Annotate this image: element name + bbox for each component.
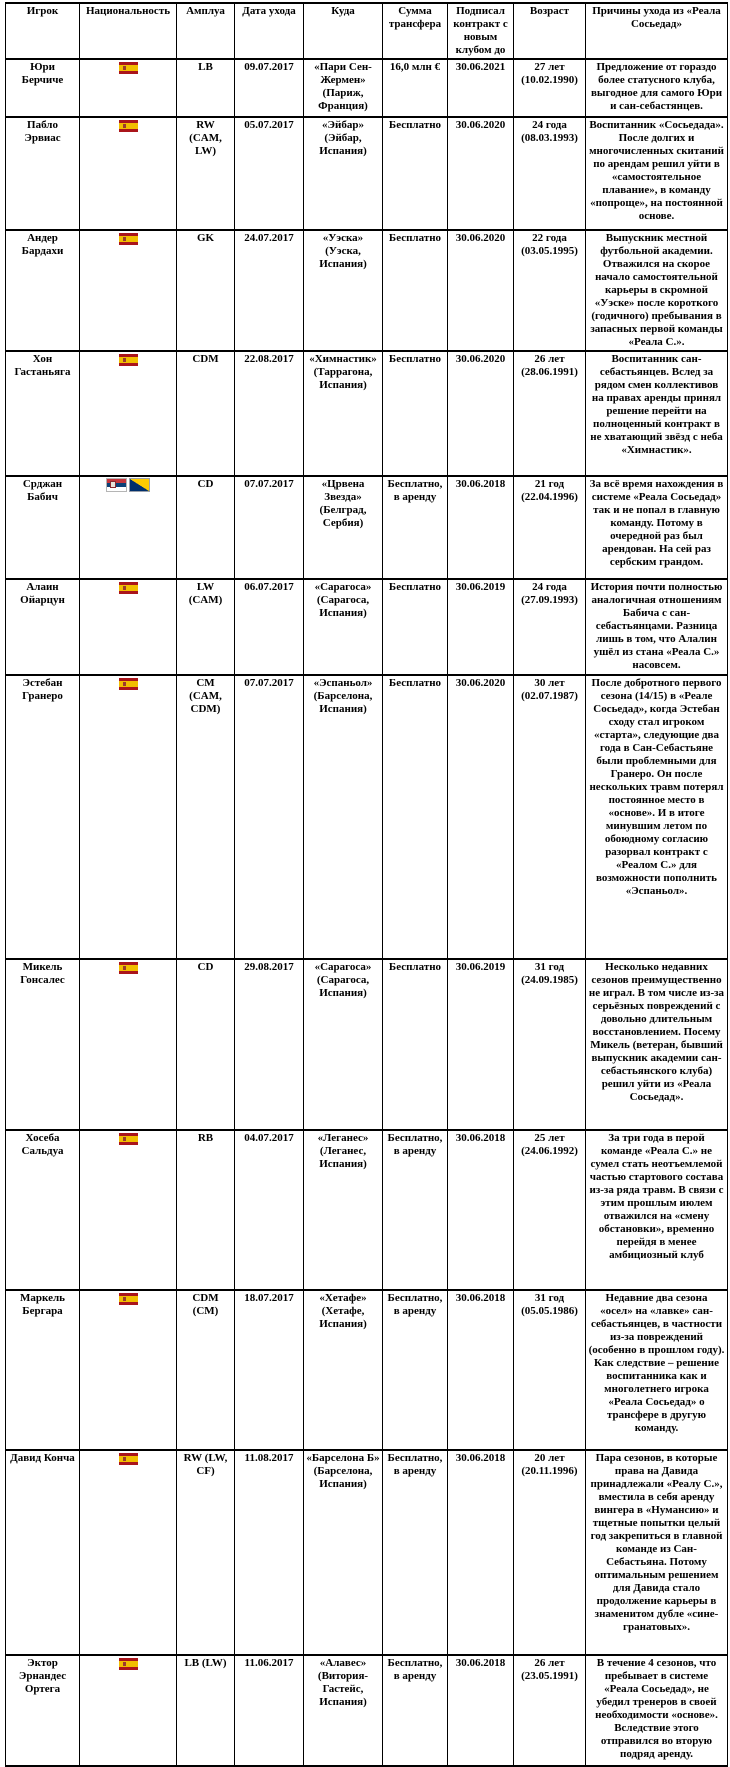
cell-age: 27 лет (10.02.1990)	[514, 59, 586, 117]
flag-spain-icon	[119, 962, 138, 974]
cell-nationality	[80, 579, 177, 675]
cell-nationality	[80, 675, 177, 959]
cell-contract-until: 30.06.2020	[448, 675, 514, 959]
table-row	[6, 351, 728, 476]
cell-nationality	[80, 1130, 177, 1290]
cell-departure-date: 11.08.2017	[235, 1450, 304, 1655]
column-header-reason: Причины ухода из «Реала Сосьедад»	[586, 3, 728, 59]
cell-contract-until: 30.06.2019	[448, 579, 514, 675]
cell-destination: «Сарагоса» (Сарагоса, Испания)	[304, 579, 383, 675]
cell-departure-date: 05.07.2017	[235, 117, 304, 230]
cell-contract-until: 30.06.2020	[448, 230, 514, 351]
flag-spain-icon	[119, 1658, 138, 1670]
cell-transfer-fee: Бесплатно	[383, 117, 448, 230]
table-row	[6, 579, 728, 675]
cell-reason: В течение 4 сезонов, что пребывает в системе «Реала Сосьедад», не убедил тренеров в своей необходимости «основе». Вследствие этого отправился во вторую подряд аренду.	[586, 1655, 728, 1766]
column-header-transfer-fee: Сумма трансфера	[383, 3, 448, 59]
column-header-player: Игрок	[6, 3, 80, 59]
cell-player: Юри Берчиче	[6, 59, 80, 117]
cell-destination: «Сарагоса» (Сарагоса, Испания)	[304, 959, 383, 1130]
cell-player: Срджан Бабич	[6, 476, 80, 579]
flag-serbia-icon	[107, 479, 126, 491]
cell-position: RW (LW, CF)	[177, 1450, 235, 1655]
cell-transfer-fee: Бесплатно, в аренду	[383, 476, 448, 579]
cell-departure-date: 29.08.2017	[235, 959, 304, 1130]
column-header-age: Возраст	[514, 3, 586, 59]
cell-transfer-fee: Бесплатно	[383, 675, 448, 959]
cell-age: 24 года (08.03.1993)	[514, 117, 586, 230]
table-row	[6, 1130, 728, 1290]
cell-position: GK	[177, 230, 235, 351]
cell-age: 26 лет (28.06.1991)	[514, 351, 586, 476]
cell-player: Андер Бардахи	[6, 230, 80, 351]
cell-age: 24 года (27.09.1993)	[514, 579, 586, 675]
flag-spain-icon	[119, 354, 138, 366]
cell-position: LW (CAM)	[177, 579, 235, 675]
table-row	[6, 1450, 728, 1655]
flag-spain-icon	[119, 678, 138, 690]
table-row	[6, 959, 728, 1130]
cell-position: RB	[177, 1130, 235, 1290]
table-body	[6, 59, 728, 1766]
cell-departure-date: 07.07.2017	[235, 476, 304, 579]
cell-position: CD	[177, 476, 235, 579]
cell-transfer-fee: Бесплатно, в аренду	[383, 1450, 448, 1655]
cell-contract-until: 30.06.2018	[448, 1130, 514, 1290]
cell-player: Хон Гастаньяга	[6, 351, 80, 476]
cell-position: CD	[177, 959, 235, 1130]
cell-position: CM (CAM, CDM)	[177, 675, 235, 959]
cell-position: RW (CAM, LW)	[177, 117, 235, 230]
cell-age: 26 лет (23.05.1991)	[514, 1655, 586, 1766]
cell-transfer-fee: 16,0 млн €	[383, 59, 448, 117]
table-row	[6, 117, 728, 230]
cell-destination: «Леганес» (Леганес, Испания)	[304, 1130, 383, 1290]
flag-spain-icon	[119, 1293, 138, 1305]
cell-transfer-fee: Бесплатно	[383, 230, 448, 351]
flag-spain-icon	[119, 1133, 138, 1145]
cell-reason: Несколько недавних сезонов преимущественно не играл. В том числе из-за серьёзных повреждений с довольно длительным восстановлением. Посему Микель (ветеран, бывший выпускник академии сан-себастьянского клуба) решил уйти из «Реала Сосьедад».	[586, 959, 728, 1130]
cell-nationality	[80, 351, 177, 476]
cell-player: Давид Конча	[6, 1450, 80, 1655]
cell-departure-date: 07.07.2017	[235, 675, 304, 959]
cell-destination: «Эспаньол» (Барселона, Испания)	[304, 675, 383, 959]
cell-departure-date: 18.07.2017	[235, 1290, 304, 1450]
cell-departure-date: 09.07.2017	[235, 59, 304, 117]
table-row	[6, 476, 728, 579]
cell-destination: «Эйбар» (Эйбар, Испания)	[304, 117, 383, 230]
cell-transfer-fee: Бесплатно, в аренду	[383, 1130, 448, 1290]
cell-nationality	[80, 59, 177, 117]
cell-reason: После добротного первого сезона (14/15) в «Реале Сосьедад», когда Эстебан сходу стал игроком «старта», следующие два года в Сан-Себастьяне были проблемными для Гранеро. Он после нескольких травм потерял постоянное место в «основе». И в итоге минувшим летом по обоюдному согласию разорвал контракт с «Реалом С.» для возможности пополнить «Эспаньол».	[586, 675, 728, 959]
cell-nationality	[80, 230, 177, 351]
table-row	[6, 675, 728, 959]
cell-destination: «Барселона Б» (Барселона, Испания)	[304, 1450, 383, 1655]
cell-age: 30 лет (02.07.1987)	[514, 675, 586, 959]
cell-nationality	[80, 117, 177, 230]
cell-contract-until: 30.06.2021	[448, 59, 514, 117]
flag-bosnia-icon	[130, 479, 149, 491]
column-header-departure-date: Дата ухода	[235, 3, 304, 59]
cell-departure-date: 06.07.2017	[235, 579, 304, 675]
cell-age: 22 года (03.05.1995)	[514, 230, 586, 351]
cell-age: 20 лет (20.11.1996)	[514, 1450, 586, 1655]
cell-player: Пабло Эрвиас	[6, 117, 80, 230]
cell-departure-date: 04.07.2017	[235, 1130, 304, 1290]
cell-destination: «Црвена Звезда» (Белград, Сербия)	[304, 476, 383, 579]
table-row	[6, 1290, 728, 1450]
cell-destination: «Химнастик» (Таррагона, Испания)	[304, 351, 383, 476]
table-row	[6, 230, 728, 351]
cell-nationality	[80, 1290, 177, 1450]
cell-player: Эктор Эрнандес Ортега	[6, 1655, 80, 1766]
cell-contract-until: 30.06.2018	[448, 1290, 514, 1450]
cell-contract-until: 30.06.2018	[448, 1655, 514, 1766]
cell-contract-until: 30.06.2020	[448, 351, 514, 476]
cell-departure-date: 11.06.2017	[235, 1655, 304, 1766]
cell-transfer-fee: Бесплатно, в аренду	[383, 1655, 448, 1766]
column-header-position: Амплуа	[177, 3, 235, 59]
cell-age: 31 год (24.09.1985)	[514, 959, 586, 1130]
cell-reason: Предложение от гораздо более статусного клуба, выгодное для самого Юри и сан-себастянцев.	[586, 59, 728, 117]
flag-spain-icon	[119, 1453, 138, 1465]
cell-reason: Недавние два сезона «осел» на «лавке» сан-себастьянцев, в частности из-за повреждений (особенно в прошлом году). Как следствие – решение воспитанника как и многолетнего игрока «Реала Сосьедад» о трансфере в другую команду.	[586, 1290, 728, 1450]
cell-nationality	[80, 959, 177, 1130]
column-header-contract-until: Подписал контракт с новым клубом до	[448, 3, 514, 59]
cell-reason: Пара сезонов, в которые права на Давида принадлежали «Реалу С.», вместила в себя аренду вингера в «Нумансию» и тщетные попытки целый год закрепиться в главной команде из Сан-Себастьяна. Потому оптимальным решением для Давида стало продолжение карьеры в знаменитом дубле «сине-гранатовых».	[586, 1450, 728, 1655]
cell-position: LB (LW)	[177, 1655, 235, 1766]
cell-transfer-fee: Бесплатно	[383, 351, 448, 476]
transfers-table	[5, 2, 728, 1767]
cell-destination: «Хетафе» (Хетафе, Испания)	[304, 1290, 383, 1450]
cell-destination: «Алавес» (Витория-Гастейс, Испания)	[304, 1655, 383, 1766]
cell-reason: За три года в перой команде «Реала С.» не сумел стать неотъемлемой частью стартового состава из-за ряда травм. В связи с этим прошлым июлем отважился на «смену обстановки», временно перейдя в менее амбициозный клуб	[586, 1130, 728, 1290]
cell-position: LB	[177, 59, 235, 117]
column-header-nationality: Национальность	[80, 3, 177, 59]
cell-nationality	[80, 1450, 177, 1655]
cell-reason: Воспитанник «Сосьедада». После долгих и многочисленных скитаний по арендам решил уйти в «самостоятельное плавание», в команду «попроще», на постоянной основе.	[586, 117, 728, 230]
cell-contract-until: 30.06.2019	[448, 959, 514, 1130]
cell-departure-date: 22.08.2017	[235, 351, 304, 476]
cell-reason: За всё время нахождения в системе «Реала Сосьедад» так и не попал в главную команду. Потому в очередной раз был арендован. На сей раз сербским грандом.	[586, 476, 728, 579]
cell-position: CDM (CM)	[177, 1290, 235, 1450]
column-header-destination: Куда	[304, 3, 383, 59]
cell-nationality	[80, 1655, 177, 1766]
cell-player: Хосеба Сальдуа	[6, 1130, 80, 1290]
cell-position: CDM	[177, 351, 235, 476]
cell-transfer-fee: Бесплатно	[383, 959, 448, 1130]
cell-age: 25 лет (24.06.1992)	[514, 1130, 586, 1290]
cell-player: Маркель Бергара	[6, 1290, 80, 1450]
cell-player: Микель Гонсалес	[6, 959, 80, 1130]
cell-departure-date: 24.07.2017	[235, 230, 304, 351]
table-row	[6, 1655, 728, 1766]
cell-reason: История почти полностью аналогичная отношениям Бабича с сан-себастьянцами. Разница лишь в том, что Алалин ушёл из стана «Реала С.» насовсем.	[586, 579, 728, 675]
cell-contract-until: 30.06.2020	[448, 117, 514, 230]
flag-spain-icon	[119, 582, 138, 594]
cell-contract-until: 30.06.2018	[448, 476, 514, 579]
table-row	[6, 59, 728, 117]
cell-nationality	[80, 476, 177, 579]
header-row	[6, 3, 728, 59]
cell-destination: «Уэска» (Уэска, Испания)	[304, 230, 383, 351]
flag-spain-icon	[119, 120, 138, 132]
cell-transfer-fee: Бесплатно	[383, 579, 448, 675]
cell-player: Алаин Ойарцун	[6, 579, 80, 675]
cell-player: Эстебан Гранеро	[6, 675, 80, 959]
flag-spain-icon	[119, 62, 138, 74]
flag-spain-icon	[119, 233, 138, 245]
cell-reason: Выпускник местной футбольной академии. Отважился на скорое начало самостоятельной карьеры в скромной «Уэске» после короткого (годичного) пребывания в запасных первой команды «Реала С.».	[586, 230, 728, 351]
cell-age: 31 год (05.05.1986)	[514, 1290, 586, 1450]
cell-contract-until: 30.06.2018	[448, 1450, 514, 1655]
cell-age: 21 год (22.04.1996)	[514, 476, 586, 579]
cell-reason: Воспитанник сан-себастьянцев. Вслед за рядом смен коллективов на правах аренды принял решение перейти на полноценный контракт в не хватающий звёзд с неба «Химнастик».	[586, 351, 728, 476]
cell-transfer-fee: Бесплатно, в аренду	[383, 1290, 448, 1450]
cell-destination: «Пари Сен-Жермен» (Париж, Франция)	[304, 59, 383, 117]
